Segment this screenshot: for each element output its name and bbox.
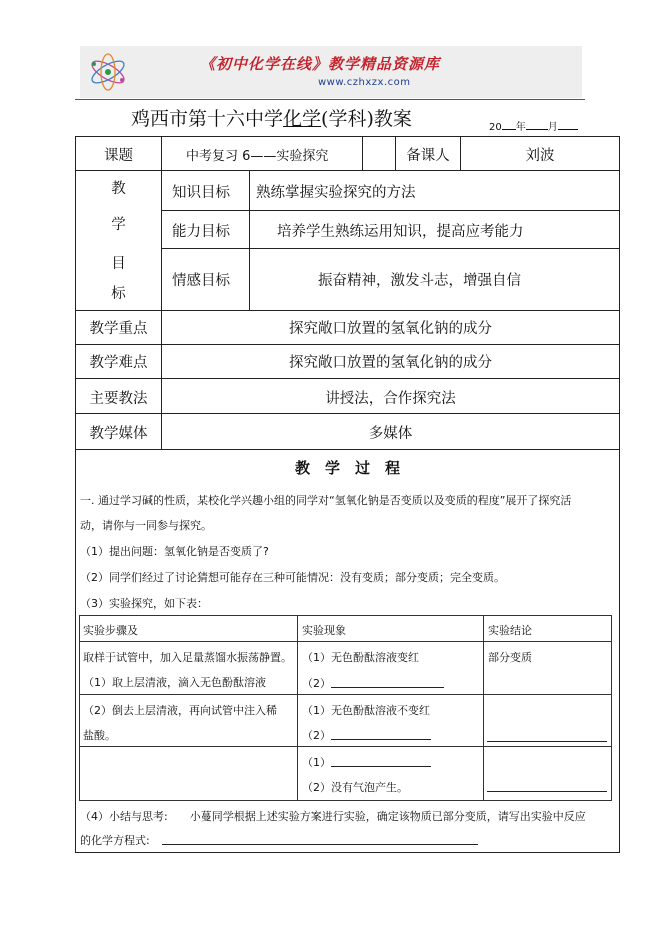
col-header-conclusion: 实验结论 (488, 624, 532, 637)
row2-phenomenon-1: （1）无色酚酞溶液不变红 (302, 704, 430, 717)
row1-step-2: （1）取上层清液，滴入无色酚酞溶液 (83, 676, 266, 689)
day-blank (558, 120, 578, 130)
goals-label-4: 标 (111, 286, 126, 302)
method-value: 讲授法，合作探究法 (325, 391, 456, 407)
month-blank (526, 120, 548, 130)
key-point-label: 教学重点 (89, 321, 148, 337)
row1-phenomenon-1: （1）无色酚酞溶液变红 (302, 651, 419, 664)
question-2: （2）同学们经过了讨论猜想可能存在三种可能情况：没有变质；部分变质；完全变质。 (80, 571, 505, 584)
page-title (131, 104, 412, 131)
banner-url[interactable]: www.czhxzx.com (318, 77, 411, 88)
process-title: 教 学 过 程 (294, 459, 400, 477)
school-name: 鸡西市第十六中学 (131, 108, 284, 130)
row1-phenomenon-2: （2） (302, 677, 331, 690)
media-label: 教学媒体 (89, 426, 148, 442)
goals-label-2: 学 (111, 217, 126, 233)
preparer-label: 备课人 (406, 148, 450, 164)
summary-line-1: （4）小结与思考: 小蔓同学根据上述实验方案进行实验，确定该物质已部分变质，请写出实验中反应 (80, 810, 586, 823)
summary-line-2: 的化学方程式: (80, 834, 150, 847)
header-banner (80, 46, 582, 98)
row2-phenomenon-2: （2） (302, 729, 331, 742)
preparer-value: 刘波 (525, 148, 555, 164)
equation-blank[interactable] (162, 844, 478, 845)
year-label: 年 (515, 122, 526, 133)
goals-label-3: 目 (111, 256, 126, 272)
goals-label-1: 教 (111, 181, 126, 197)
year-blank (502, 120, 516, 130)
knowledge-value: 熟练掌握实验探究的方法 (256, 185, 416, 201)
ability-value: 培养学生熟练运用知识，提高应考能力 (277, 224, 524, 240)
question-1: （1）提出问题：氢氧化钠是否变质了? (80, 545, 269, 558)
month-label: 月 (547, 122, 558, 133)
row2-conclusion-blank[interactable] (487, 741, 607, 742)
col-header-phenomena: 实验现象 (302, 624, 346, 637)
ability-label: 能力目标 (172, 224, 230, 240)
emotion-label: 情感目标 (172, 273, 230, 289)
atom-logo-icon (86, 52, 130, 92)
intro-line-1: 一. 通过学习碱的性质，某校化学兴趣小组的同学对“氢氧化钠是否变质以及变质的程度”展开了探究活 (80, 494, 572, 507)
row1-phenomenon-blank[interactable] (331, 687, 444, 688)
topic-value: 中考复习 6——实验探究 (186, 149, 329, 164)
subject-name: 化学 (283, 108, 322, 130)
intro-line-2: 动，请你与一同参与探究。 (80, 519, 212, 532)
banner-title: 《初中化学在线》教学精品资源库 (200, 55, 441, 73)
date-line (489, 118, 578, 133)
key-point-value: 探究敞口放置的氢氧化钠的成分 (289, 321, 492, 337)
media-value: 多媒体 (368, 426, 413, 442)
row1-step-1: 取样于试管中，加入足量蒸馏水振荡静置。 (83, 651, 292, 664)
method-label: 主要教法 (89, 391, 148, 407)
row3-phenomenon-1: （1） (302, 756, 331, 769)
emotion-value: 振奋精神，激发斗志，增强自信 (318, 273, 521, 289)
difficulty-label: 教学难点 (89, 355, 148, 371)
row2-step-1: （2）倒去上层清液，再向试管中注入稀 (83, 704, 277, 717)
difficulty-value: 探究敞口放置的氢氧化钠的成分 (289, 355, 492, 371)
knowledge-label: 知识目标 (172, 185, 230, 201)
row2-phenomenon-blank[interactable] (331, 739, 431, 740)
row2-step-2: 盐酸。 (83, 729, 116, 742)
topic-label: 课题 (104, 148, 133, 164)
col-header-steps: 实验步骤及 (83, 624, 138, 637)
question-3: （3）实验探究，如下表： (80, 597, 208, 610)
row3-phenomenon-2: （2）没有气泡产生。 (302, 781, 408, 794)
title-suffix: (学科)教案 (321, 108, 412, 130)
row3-conclusion-blank[interactable] (487, 791, 607, 792)
row1-conclusion: 部分变质 (488, 651, 532, 664)
date-prefix: 20 (489, 122, 502, 133)
row3-phenomenon-blank[interactable] (331, 766, 431, 767)
banner-divider (75, 99, 585, 100)
